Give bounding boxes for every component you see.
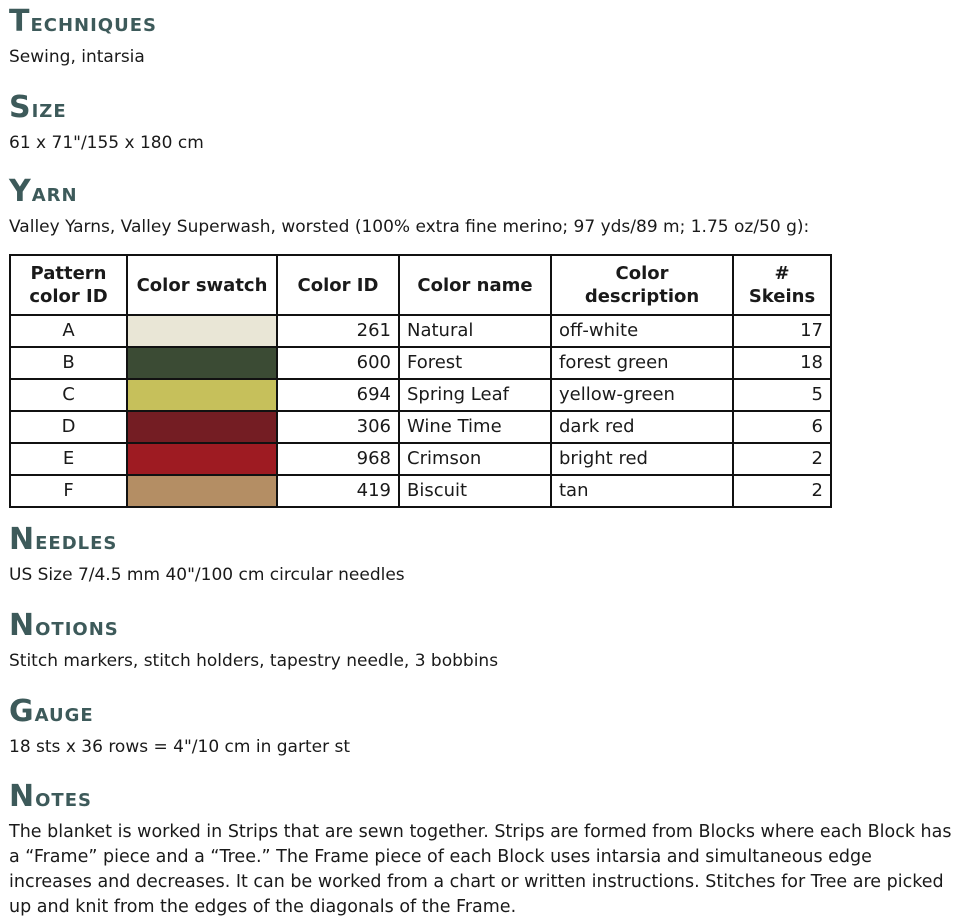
color-name-cell: Forest (399, 347, 551, 379)
gauge-text: 18 sts x 36 rows = 4"/10 cm in garter st (9, 737, 350, 757)
table-row (10, 315, 831, 347)
color-id-cell: 306 (277, 411, 399, 443)
skeins-cell: 6 (733, 411, 831, 443)
skeins-cell: 2 (733, 475, 831, 507)
color-swatch-cell (127, 379, 277, 411)
gauge-section (9, 694, 350, 759)
size-heading: Size (9, 90, 67, 125)
color-description-cell: tan (551, 475, 733, 507)
color-description-cell: off-white (551, 315, 733, 347)
color-description-cell: dark red (551, 411, 733, 443)
header-color-id: Color ID (277, 255, 399, 315)
table-header-row (10, 255, 831, 315)
header-pattern-color-id (10, 255, 127, 315)
table-row (10, 475, 831, 507)
table-row (10, 411, 831, 443)
needles-text: US Size 7/4.5 mm 40"/100 cm circular needles (9, 565, 405, 585)
notes-heading: Notes (9, 779, 92, 814)
color-swatch-cell (127, 411, 277, 443)
table-row (10, 347, 831, 379)
color-swatch-cell (127, 315, 277, 347)
header-color-description: Color description (551, 255, 733, 315)
skeins-cell: 2 (733, 443, 831, 475)
notions-text: Stitch markers, stitch holders, tapestry needle, 3 bobbins (9, 651, 499, 671)
color-swatch-cell (127, 475, 277, 507)
size-section (9, 90, 204, 155)
color-name-cell: Natural (399, 315, 551, 347)
gauge-heading: Gauge (9, 694, 94, 729)
pattern-color-id-cell: F (10, 475, 127, 507)
pattern-color-id-cell: B (10, 347, 127, 379)
techniques-section (9, 4, 157, 69)
color-swatch (128, 316, 276, 346)
color-swatch (128, 476, 276, 506)
table-row (10, 379, 831, 411)
yarn-heading: Yarn (9, 174, 78, 209)
notes-text: The blanket is worked in Strips that are sewn together. Strips are formed from Blocks where each Block has a “Frame” piece and a “Tree.” The Frame piece of each Block uses intarsia and simultaneous edge increases and decreases. It can be worked from a chart or written instructions. Stitches for Tree are picked up and knit from the edges of the diagonals of the Frame. (9, 822, 952, 917)
color-id-cell: 694 (277, 379, 399, 411)
color-swatch-cell (127, 443, 277, 475)
color-description-cell: forest green (551, 347, 733, 379)
header-pattern-line2: color ID (29, 286, 108, 307)
color-id-cell: 261 (277, 315, 399, 347)
notes-section (9, 779, 954, 920)
skeins-cell: 18 (733, 347, 831, 379)
yarn-color-table (9, 254, 832, 508)
color-id-cell: 968 (277, 443, 399, 475)
notions-section (9, 608, 499, 673)
pattern-color-id-cell: C (10, 379, 127, 411)
yarn-section (9, 174, 810, 239)
notions-heading: Notions (9, 608, 119, 643)
color-id-cell: 419 (277, 475, 399, 507)
yarn-text: Valley Yarns, Valley Superwash, worsted (100% extra fine merino; 97 yds/89 m; 1.75 oz/50 g): (9, 217, 810, 237)
needles-heading: Needles (9, 522, 118, 557)
color-swatch (128, 380, 276, 410)
color-name-cell: Biscuit (399, 475, 551, 507)
color-swatch (128, 348, 276, 378)
skeins-cell: 17 (733, 315, 831, 347)
pattern-color-id-cell: D (10, 411, 127, 443)
header-pattern-line1: Pattern (30, 263, 107, 284)
color-swatch (128, 412, 276, 442)
color-swatch-cell (127, 347, 277, 379)
table-row (10, 443, 831, 475)
needles-section (9, 522, 405, 587)
techniques-heading: Techniques (9, 4, 157, 39)
skeins-cell: 5 (733, 379, 831, 411)
size-text: 61 x 71"/155 x 180 cm (9, 133, 204, 153)
header-skeins: # Skeins (733, 255, 831, 315)
pattern-color-id-cell: A (10, 315, 127, 347)
header-color-swatch: Color swatch (127, 255, 277, 315)
color-description-cell: yellow-green (551, 379, 733, 411)
color-swatch (128, 444, 276, 474)
color-description-cell: bright red (551, 443, 733, 475)
color-name-cell: Wine Time (399, 411, 551, 443)
color-name-cell: Crimson (399, 443, 551, 475)
pattern-color-id-cell: E (10, 443, 127, 475)
color-id-cell: 600 (277, 347, 399, 379)
techniques-text: Sewing, intarsia (9, 47, 145, 67)
color-name-cell: Spring Leaf (399, 379, 551, 411)
header-color-name: Color name (399, 255, 551, 315)
